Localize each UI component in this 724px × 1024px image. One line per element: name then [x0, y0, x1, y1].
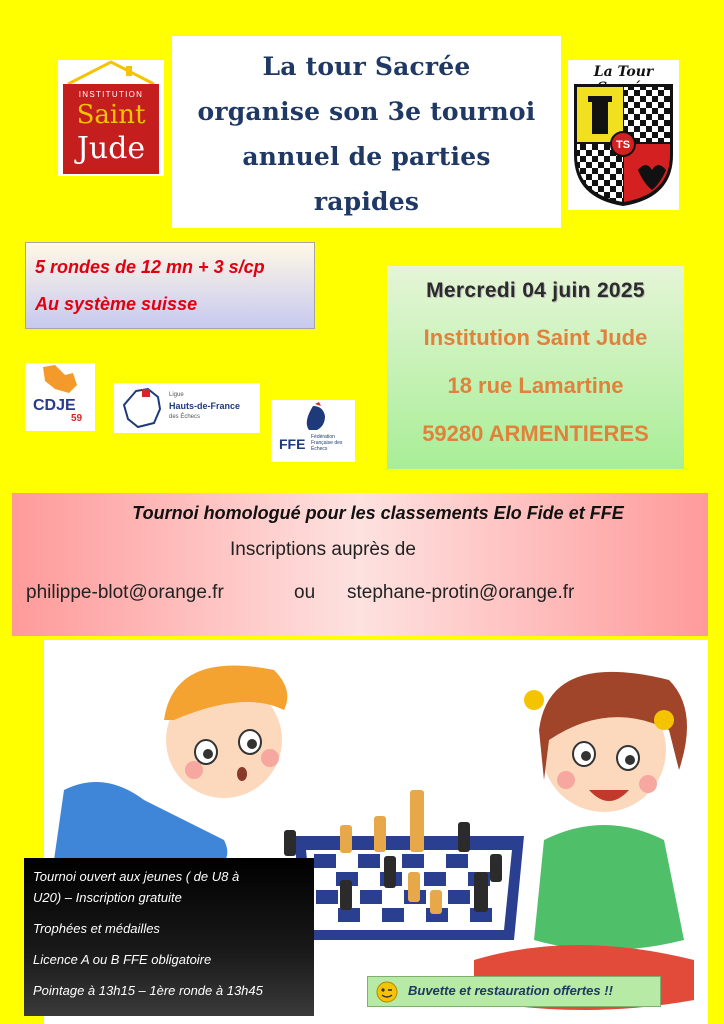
- event-date: Mercredi 04 juin 2025: [426, 279, 645, 302]
- ligue-logo-line-1: Ligue: [169, 392, 184, 398]
- rounds-time-control: 5 rondes de 12 mn + 3 s/cp: [35, 257, 265, 277]
- shield-icon: [568, 60, 679, 210]
- logo-jude-text: Jude: [76, 131, 146, 166]
- cdje-logo-text: CDJE: [33, 397, 76, 414]
- homologation-text: Tournoi homologué pour les classements Elo Fide et FFE: [132, 503, 624, 523]
- registration-band: [12, 493, 708, 636]
- france-map-icon: [118, 383, 168, 433]
- title-line-3: annuel de parties: [242, 142, 491, 171]
- saint-jude-logo-panel: [63, 84, 159, 174]
- info-box: [24, 858, 314, 1016]
- logo-saint-text: Saint: [76, 100, 146, 130]
- registration-email-1[interactable]: philippe-blot@orange.fr: [26, 582, 224, 603]
- info-line-5: Pointage à 13h15 – 1ère ronde à 13h45: [33, 983, 263, 998]
- info-line-3: Trophées et médailles: [33, 921, 160, 936]
- event-city: 59280 ARMENTIERES: [422, 421, 649, 446]
- title-line-2: organise son 3e tournoi: [197, 97, 536, 126]
- ligue-logo-line-3: des Échecs: [169, 414, 201, 420]
- rooster-icon: [271, 400, 355, 462]
- event-venue: Institution Saint Jude: [423, 325, 648, 350]
- registration-separator: ou: [294, 582, 316, 603]
- title-box: [172, 36, 561, 228]
- info-line-4: Licence A ou B FFE obligatoire: [33, 952, 212, 967]
- event-details-box: [387, 266, 684, 469]
- wink-smiley-icon: [376, 981, 398, 1003]
- title-line-4: rapides: [313, 187, 420, 216]
- tour-sacree-logo-name: La Tour: [593, 64, 654, 80]
- buvette-box: [367, 976, 661, 1007]
- logo-institution-text: INSTITUTION: [78, 90, 144, 99]
- ligue-logo: [114, 383, 260, 433]
- rounds-box: [25, 242, 315, 329]
- info-line-1: Tournoi ouvert aux jeunes ( de U8 à: [33, 869, 240, 884]
- rounds-system: Au système suisse: [35, 294, 198, 314]
- registration-email-2[interactable]: stephane-protin@orange.fr: [347, 582, 575, 603]
- saint-jude-logo: [58, 60, 164, 176]
- ffe-logo-subtitle: Fédération Française des Échecs: [311, 434, 343, 452]
- cdje-logo-number: 59: [71, 413, 83, 424]
- title-line-1: La tour Sacrée: [262, 52, 471, 81]
- ffe-logo: [271, 400, 355, 462]
- registration-label: Inscriptions auprès de: [230, 539, 416, 560]
- cdje-logo: [25, 363, 95, 431]
- ffe-logo-text: FFE: [279, 436, 306, 452]
- tour-sacree-logo: [568, 60, 679, 210]
- ligue-logo-line-2: Hauts-de-France: [169, 401, 241, 411]
- logo-initials: TS: [615, 139, 631, 151]
- event-street: 18 rue Lamartine: [447, 373, 624, 398]
- buvette-text: Buvette et restauration offertes !!: [408, 983, 613, 998]
- info-line-2: U20) – Inscription gratuite: [33, 890, 182, 905]
